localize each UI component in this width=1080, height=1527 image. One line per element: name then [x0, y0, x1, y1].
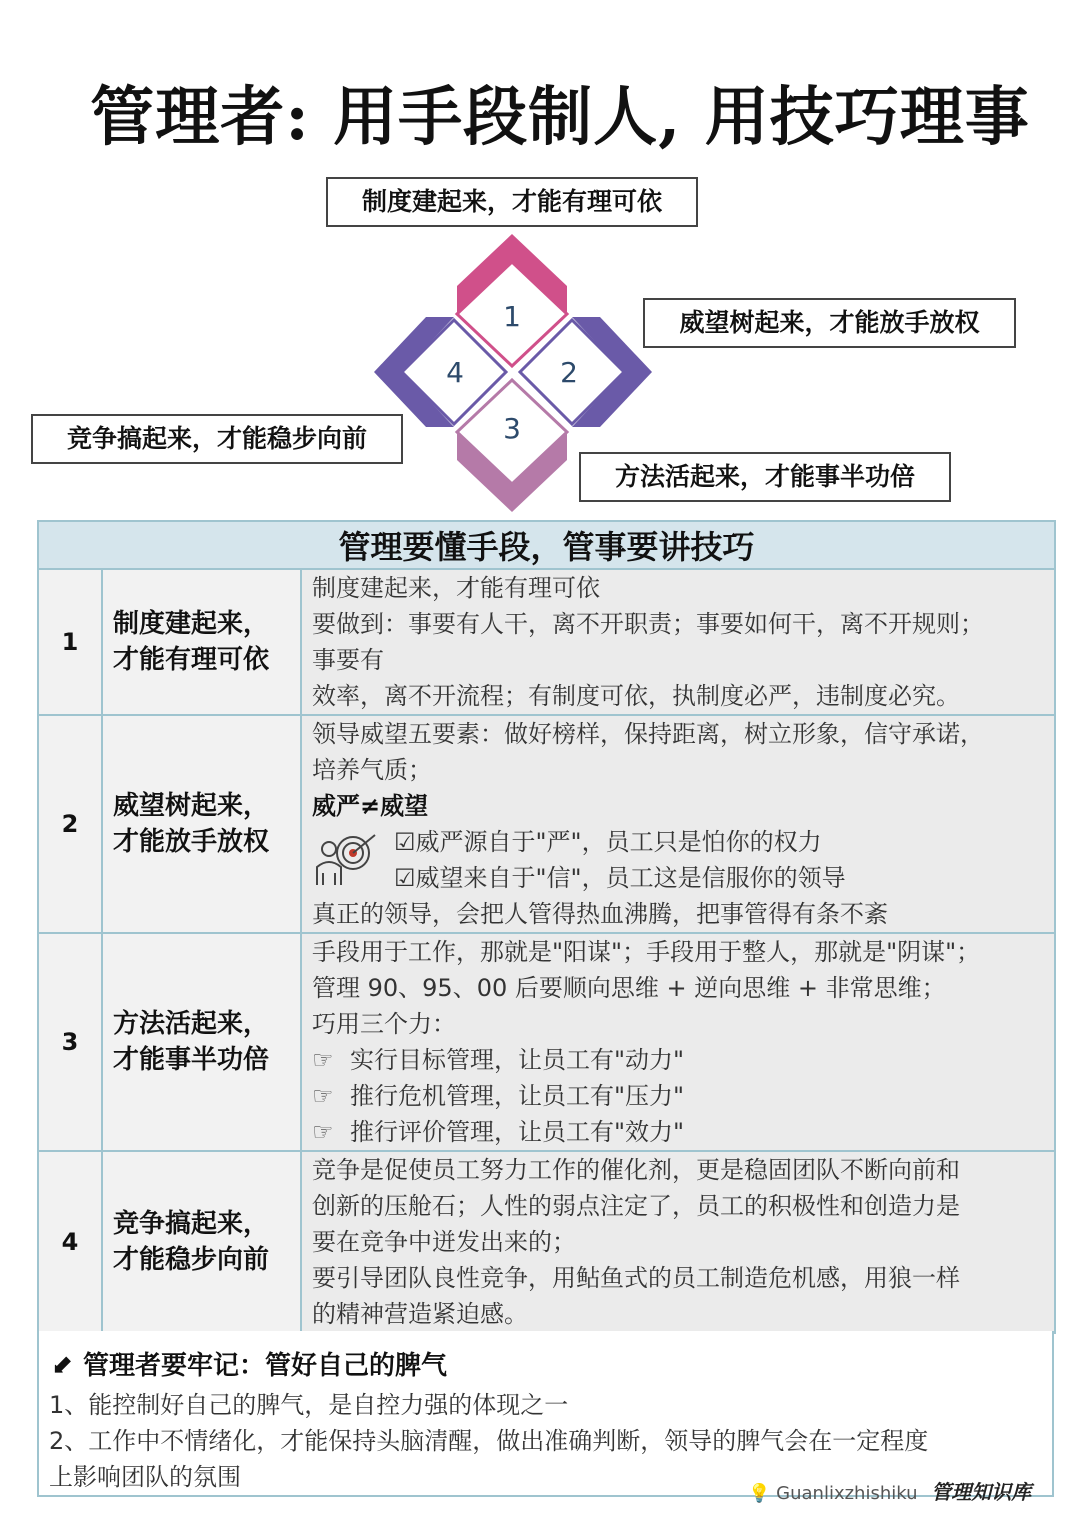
pointing-hand-icon: ☞ [312, 1046, 334, 1074]
arrow-down-left-icon: ⬋ [51, 1351, 73, 1381]
table-row [38, 715, 1055, 933]
callout-institution: 制度建起来，才能有理可依 [326, 177, 698, 227]
brand-latin: Guanlixzhishiku [776, 1483, 918, 1504]
brand-watermark [748, 1476, 1031, 1505]
callout-methods: 方法活起来，才能事半功倍 [579, 452, 951, 502]
brand-chinese: 管理知识库 [931, 1480, 1032, 1504]
callout-competition: 竞争搞起来，才能稳步向前 [31, 414, 403, 464]
diamond-number-1: 1 [503, 300, 521, 333]
methods-table [37, 520, 1056, 1334]
row-title: 制度建起来， 才能有理可依 [102, 569, 301, 715]
row-title: 威望树起来， 才能放手放权 [102, 715, 301, 933]
row-number: 3 [38, 933, 102, 1151]
row-content: 手段用于工作，那就是"阳谋"；手段用于整人，那就是"阴谋"； 管理 90、95、00 后要顺向思维 + 逆向思维 + 非常思维； 巧用三个力： ☞ 实行目标管理，让员工有"动力" ☞ 推行危机管理，让员工有"压力" ☞ 推行评价管理，让员工有"效力" [301, 933, 1055, 1151]
row-number: 4 [38, 1151, 102, 1333]
row-content: 制度建起来，才能有理可依 要做到：事要有人干，离不开职责；事要如何干，离不开规则； 事要有 效率，离不开流程；有制度可依，执制度必严，违制度必究。 [301, 569, 1055, 715]
reminder-line: 1、能控制好自己的脾气，是自控力强的体现之一 [49, 1391, 569, 1419]
row-content: 领导威望五要素：做好榜样，保持距离，树立形象，信守承诺， 培养气质； 威严≠威望 ☑威严源自于"严"，员工只是怕你的权力 ☑威望来自于"信"，员工这是信服你的领导 真正的领导，会把人管得热血沸腾，把事管得有条不紊 [301, 715, 1055, 933]
row-number: 2 [38, 715, 102, 933]
diamond-number-3: 3 [503, 412, 521, 445]
list-item: ☞ 推行危机管理，让员工有"压力" [312, 1078, 1054, 1114]
diamond-number-2: 2 [560, 356, 578, 389]
row-number: 1 [38, 569, 102, 715]
lightbulb-icon: 💡 [748, 1483, 771, 1504]
row-title: 竞争搞起来， 才能稳步向前 [102, 1151, 301, 1333]
diamond-number-4: 4 [446, 356, 464, 389]
callout-prestige: 威望树起来，才能放手放权 [643, 298, 1016, 348]
reminder-heading: ⬋ 管理者要牢记：管好自己的脾气 [51, 1351, 448, 1381]
page-title: 管理者: 用手段制人, 用技巧理事 [90, 80, 1030, 155]
pointing-hand-icon: ☞ [312, 1082, 334, 1110]
table-header: 管理要懂手段，管事要讲技巧 [38, 521, 1055, 569]
pointing-hand-icon: ☞ [312, 1118, 334, 1146]
reminder-line: 2、工作中不情绪化，才能保持头脑清醒，做出准确判断，领导的脾气会在一定程度 [49, 1427, 929, 1455]
row-title: 方法活起来， 才能事半功倍 [102, 933, 301, 1151]
table-row [38, 1151, 1055, 1333]
list-item: ☞ 实行目标管理，让员工有"动力" [312, 1042, 1054, 1078]
table-row [38, 933, 1055, 1151]
teacher-target-icon [311, 829, 381, 889]
reminder-section [37, 1331, 1054, 1497]
reminder-line: 上影响团队的氛围 [49, 1463, 241, 1491]
row-content: 竞争是促使员工努力工作的催化剂，更是稳固团队不断向前和 创新的压舱石；人性的弱点注定了，员工的积极性和创造力是 要在竞争中迸发出来的； 要引导团队良性竞争，用鲇鱼式的员工制造危机感，用狼一样 的精神营造紧迫感。 [301, 1151, 1055, 1333]
table-row [38, 569, 1055, 715]
list-item: ☞ 推行评价管理，让员工有"效力" [312, 1114, 1054, 1150]
four-diamond-diagram [370, 232, 660, 517]
